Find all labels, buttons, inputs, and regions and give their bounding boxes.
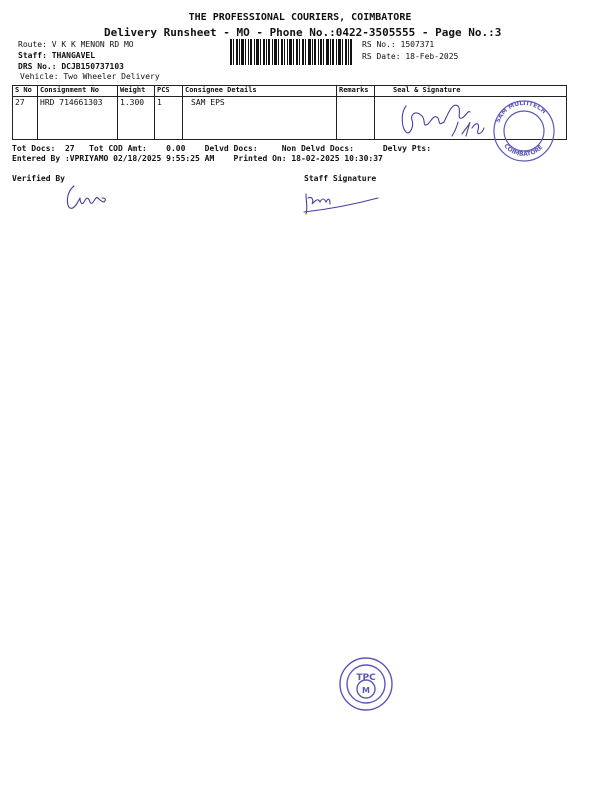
svg-text:COIMBATORE: COIMBATORE [502,142,545,159]
cell-weight: 1.300 [118,97,155,140]
rs-date: RS Date: 18-Feb-2025 [362,52,459,61]
cell-s-no: 27 [13,97,38,140]
cell-consignment-no: HRD 714661303 [38,97,118,140]
col-header-pcs: PCS [155,86,183,97]
totals-line: Tot Docs: 27 Tot COD Amt: 0.00 Delvd Docs: Non Delvd Docs: Delvy Pts: [12,144,432,153]
svg-text:M: M [362,686,370,695]
col-header-remarks: Remarks [337,86,375,97]
seal-stamp [484,98,566,164]
drs-number: DRS No.: DCJB150737103 [18,62,124,71]
cell-pcs: 1 [155,97,183,140]
entered-by-line: Entered By :VPRIYAMO 02/18/2025 9:55:25 AM Printed On: 18-02-2025 10:30:37 [12,154,383,163]
cell-consignee: SAM EPS [183,97,337,140]
barcode [230,39,352,65]
rs-number: RS No.: 1507371 [362,40,435,49]
svg-text:SAM MULTITECH: SAM MULTITECH [494,99,548,124]
staff-signature [298,186,384,220]
vehicle-label: Vehicle: Two Wheeler Delivery [20,72,160,81]
col-header-seal-signature: Seal & Signature [375,86,567,97]
runsheet-title: Delivery Runsheet - MO - Phone No.:0422-3505555 - Page No.:3 [104,26,502,39]
company-name: THE PROFESSIONAL COURIERS, COIMBATORE [188,12,412,23]
verified-by-label: Verified By [12,174,65,183]
staff-signature-label: Staff Signature [304,174,377,183]
col-header-weight: Weight [118,86,155,97]
verifier-signature [62,180,112,214]
col-header-consignment-no: Consignment No [38,86,118,97]
cell-remarks [337,97,375,140]
staff-label: Staff: THANGAVEL [18,51,96,60]
svg-text:TPC: TPC [356,673,376,683]
tpc-logo-stamp [338,656,394,712]
col-header-consignee-details: Consignee Details [183,86,337,97]
route-label: Route: V K K MENON RD MO [18,40,134,49]
col-header-s-no: S No [13,86,38,97]
